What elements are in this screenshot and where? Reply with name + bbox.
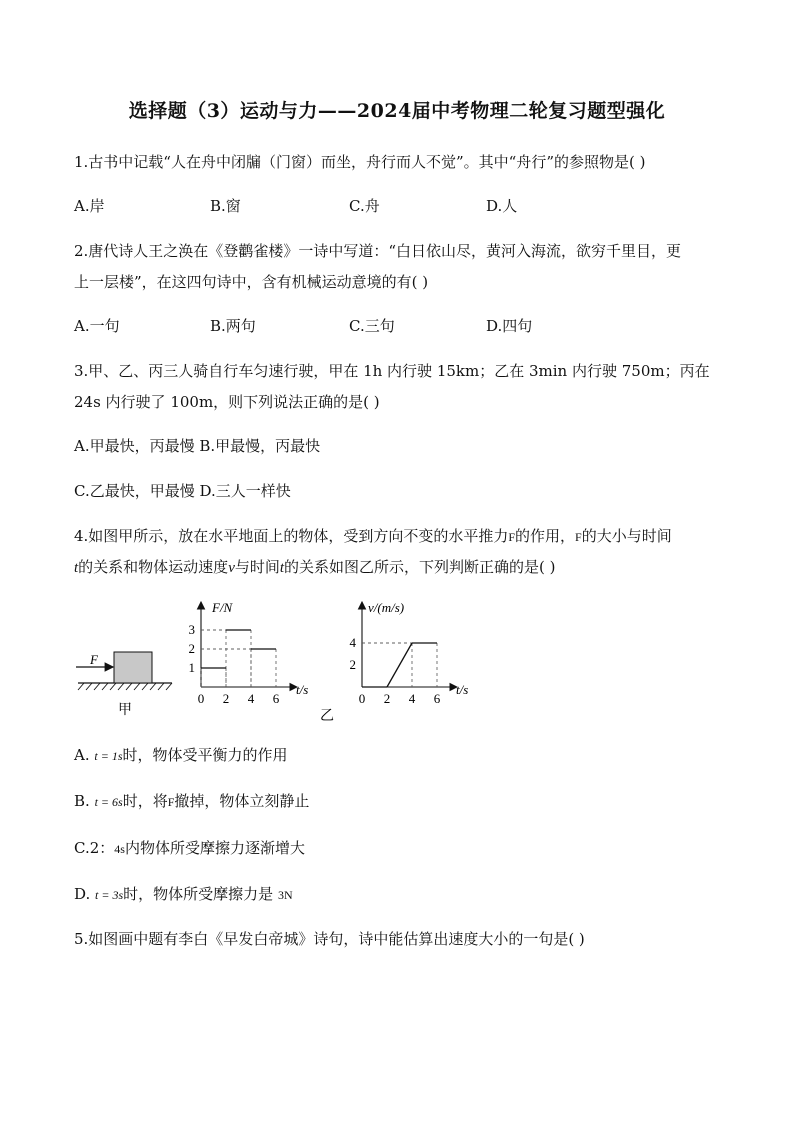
q4-option-c-letter: C.2： <box>74 839 115 857</box>
q4-option-b-text: 时，将 <box>122 792 168 810</box>
q4-option-c-math: 4s <box>114 842 125 856</box>
v-y-axis-label: v/(m/s) <box>368 600 405 615</box>
q4-option-a-letter: A. <box>74 746 90 764</box>
q4-option-c-text: 内物体所受摩擦力逐渐增大 <box>124 839 305 857</box>
q2-option-a: A.一句 <box>74 317 120 335</box>
q4-stem-line2 <box>74 556 556 579</box>
q4-option-d <box>74 883 293 906</box>
q4-stem-text: 4.如图甲所示，放在水平地面上的物体，受到方向不变的水平推力 <box>74 527 509 545</box>
q2-stem-line1: 2.唐代诗人王之涣在《登鹳雀楼》一诗中写道：“白日依山尽，黄河入海流，欲穷千里目，更 <box>74 242 681 260</box>
q4-force-symbol: F <box>508 530 516 544</box>
v-x-tick-label: 4 <box>408 691 416 706</box>
q4-figure <box>0 590 794 730</box>
q4-option-c <box>74 837 305 860</box>
figure-jia-block-diagram <box>76 652 172 690</box>
q4-velocity-symbol: v <box>228 560 235 576</box>
q4-stem-text: 的关系和物体运动速度 <box>78 558 229 576</box>
q1-option-c: C.舟 <box>349 197 380 215</box>
v-y-tick-label: 4 <box>349 635 356 650</box>
force-label: F <box>90 652 98 667</box>
velocity-time-chart <box>350 600 469 706</box>
f-x-tick-label: 0 <box>197 691 205 706</box>
q4-option-a-text: 时，物体受平衡力的作用 <box>122 746 288 764</box>
q5-stem: 5.如图画中题有李白《早发白帝城》诗句，诗中能估算出速度大小的一句是( ) <box>74 930 585 948</box>
q2-option-b: B.两句 <box>210 317 256 335</box>
q4-option-b-math: t = 6s <box>94 795 123 809</box>
figure-yi-label: 乙 <box>320 709 334 724</box>
q2-stem-line2: 上一层楼”，在这四句诗中，含有机械运动意境的有( ) <box>74 273 429 291</box>
f-y-tick-label: 1 <box>188 660 195 675</box>
q4-stem-text: 的大小与时间 <box>581 527 672 545</box>
q4-option-b-text: 撤掉，物体立刻静止 <box>174 792 310 810</box>
q4-option-b-letter: B. <box>74 792 90 810</box>
q4-stem-text: 的作用， <box>515 527 576 545</box>
block-object <box>114 652 152 683</box>
v-x-tick-label: 2 <box>383 691 391 706</box>
q1-option-b: B.窗 <box>210 197 241 215</box>
f-y-tick-label: 2 <box>188 641 195 656</box>
q4-force-symbol: F <box>575 530 582 544</box>
q4-option-a <box>74 744 288 767</box>
f-y-axis-label: F/N <box>212 600 233 615</box>
f-y-tick-label: 3 <box>188 622 195 637</box>
q1-stem: 1.古书中记载“人在舟中闭牖（门窗）而坐，舟行而人不觉”。其中“舟行”的参照物是( ) <box>74 153 646 171</box>
q4-time-symbol: t <box>279 560 285 576</box>
q4-stem-text: 与时间 <box>234 558 280 576</box>
q4-option-b <box>74 790 309 813</box>
q1-option-d: D.人 <box>486 197 518 215</box>
q4-stem-line1 <box>74 525 672 548</box>
f-x-tick-label: 4 <box>247 691 255 706</box>
q3-options-line2: C.乙最快，甲最慢 D.三人一样快 <box>74 482 291 500</box>
force-time-chart <box>189 600 309 706</box>
q4-option-d-letter: D. <box>74 885 91 903</box>
q4-option-d-text: 时，物体所受摩擦力是 <box>123 885 274 903</box>
f-x-tick-label: 6 <box>272 691 280 706</box>
q3-stem-line1: 3.甲、乙、丙三人骑自行车匀速行驶，甲在 1h 内行驶 15km；乙在 3min 内行驶 750m；丙在 <box>74 362 710 380</box>
document-title: 选择题（3）运动与力——2024届中考物理二轮复习题型强化 <box>128 100 666 122</box>
v-x-tick-label: 0 <box>358 691 366 706</box>
ground-hatching <box>78 683 172 690</box>
v-x-tick-label: 6 <box>433 691 441 706</box>
q4-option-d-value: 3N <box>277 888 293 902</box>
q4-option-a-math: t = 1s <box>94 749 123 763</box>
q1-option-a: A.岸 <box>74 197 105 215</box>
v-x-axis-label: t/s <box>456 682 469 697</box>
q4-option-d-math: t = 3s <box>95 888 124 902</box>
q4-stem-text: 的关系如图乙所示，下列判断正确的是( ) <box>284 558 556 576</box>
figure-jia-label: 甲 <box>118 703 132 718</box>
q2-option-d: D.四句 <box>486 317 533 335</box>
f-x-axis-label: t/s <box>296 682 309 697</box>
q4-option-b-force: F <box>167 795 175 809</box>
q3-stem-line2: 24s 内行驶了 100m，则下列说法正确的是( ) <box>74 393 380 411</box>
q2-option-c: C.三句 <box>349 317 395 335</box>
q3-options-line1: A.甲最快，丙最慢 B.甲最慢，丙最快 <box>74 437 321 455</box>
v-y-tick-label: 2 <box>349 657 356 672</box>
f-x-tick-label: 2 <box>222 691 230 706</box>
v-data-segment <box>387 643 412 687</box>
q4-time-symbol: t <box>74 560 79 576</box>
